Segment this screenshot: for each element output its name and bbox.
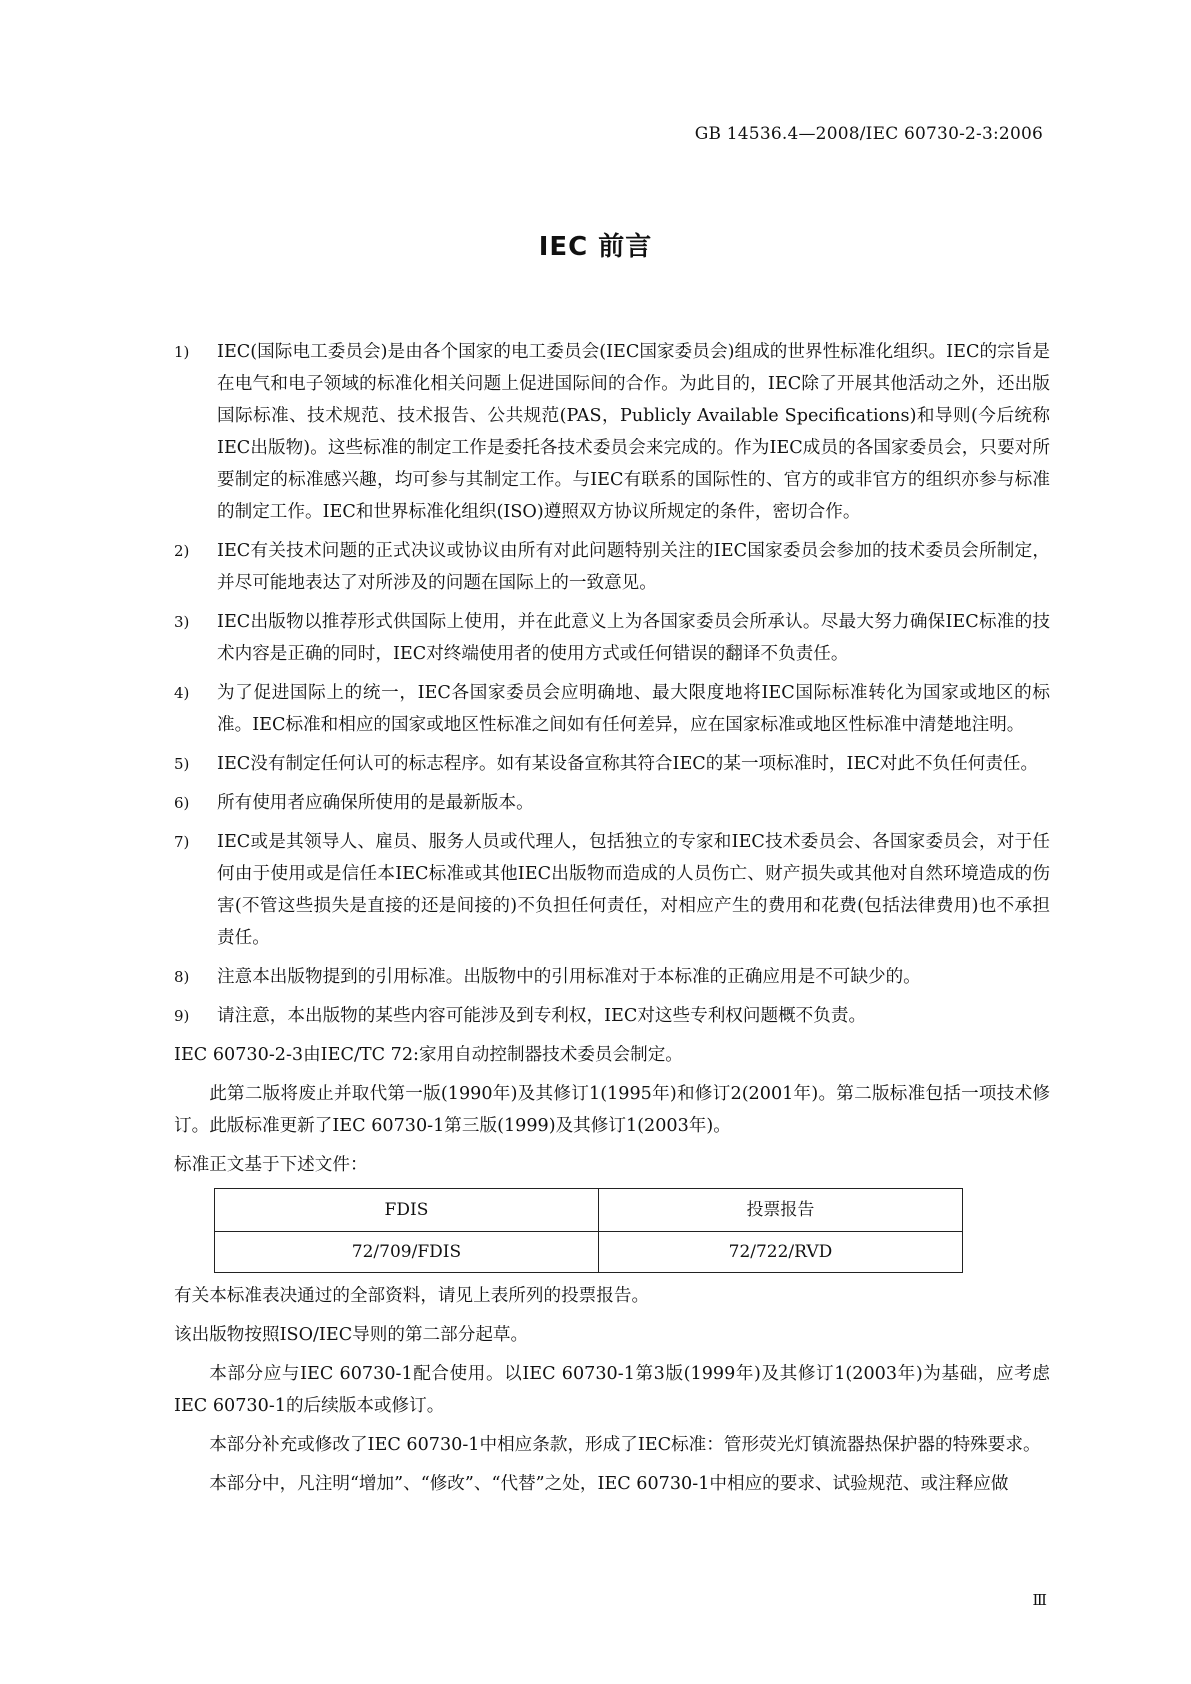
committee-paragraph: IEC 60730-2-3由IEC/TC 72:家用自动控制器技术委员会制定。 [174,1045,683,1065]
document-code-header: GB 14536.4—2008/IEC 60730-2-3:2006 [694,124,1043,144]
list-item [174,606,1050,670]
list-item [174,677,1050,741]
list-item-text: IEC或是其领导人、雇员、服务人员或代理人，包括独立的专家和IEC技术委员会、各国家委员会，对于任何由于使用或是信任本IEC标准或其他IEC出版物而造成的人员伤亡、财产损失或其他对自然环境造成的伤害(不管这些损失是直接的还是间接的)不负担任何责任，对相应产生的费用和花费(包括法律费用)也不承担责任。 [217,832,1050,948]
list-item-text: IEC出版物以推荐形式供国际上使用，并在此意义上为各国家委员会所承认。尽最大努力确保IEC标准的技术内容是正确的同时，IEC对终端使用者的使用方式或任何错误的翻译不负责任。 [217,612,1050,664]
list-item [174,961,1050,993]
list-item-number: 1) [174,343,190,361]
drafting-paragraph: 该出版物按照ISO/IEC导则的第二部分起草。 [174,1325,529,1345]
list-item-number: 5) [174,755,190,773]
table-header-cell: 投票报告 [598,1189,962,1232]
edition-paragraph: 此第二版将废止并取代第一版(1990年)及其修订1(1995年)和修订2(2001年)。第二版标准包括一项技术修订。此版标准更新了IEC 60730-1第三版(1999)及其修订1(2003年)。 [174,1084,1050,1136]
list-item [174,787,1050,819]
list-item-text: IEC没有制定任何认可的标志程序。如有某设备宣称其符合IEC的某一项标准时，IEC对此不负任何责任。 [217,754,1039,774]
list-item-number: 3) [174,613,190,631]
list-item-number: 6) [174,794,190,812]
list-item [174,1000,1050,1032]
voting-info-paragraph: 有关本标准表决通过的全部资料，请见上表所列的投票报告。 [174,1286,650,1306]
list-item [174,748,1050,780]
list-item-text: 请注意，本出版物的某些内容可能涉及到专利权，IEC对这些专利权问题概不负责。 [217,1006,867,1026]
list-item-number: 2) [174,542,190,560]
document-body [174,336,1050,1507]
list-item-text: IEC(国际电工委员会)是由各个国家的电工委员会(IEC国家委员会)组成的世界性标准化组织。IEC的宗旨是在电气和电子领域的标准化相关问题上促进国际间的合作。为此目的，IEC除了开展其他活动之外，还出版国际标准、技术规范、技术报告、公共规范(PAS，Publicly Available Specifications)和导则(今后统称IEC出版物)。这些标准的制定工作是委托各技术委员会来完成的。作为IEC成员的各国家委员会，只要对所要制定的标准感兴趣，均可参与其制定工作。与IEC有联系的国际性的、官方的或非官方的组织亦参与标准的制定工作。IEC和世界标准化组织(ISO)遵照双方协议所规定的条件，密切合作。 [217,342,1050,522]
page-number: Ⅲ [1032,1591,1048,1609]
list-item-number: 4) [174,684,190,702]
table-header-cell: FDIS [215,1189,599,1232]
list-item-text: 为了促进国际上的统一，IEC各国家委员会应明确地、最大限度地将IEC国际标准转化为国家或地区的标准。IEC标准和相应的国家或地区性标准之间如有任何差异，应在国家标准或地区性标准中清楚地注明。 [217,683,1050,735]
list-item-number: 9) [174,1007,190,1025]
table-cell: 72/709/FDIS [215,1232,599,1273]
list-item-text: IEC有关技术问题的正式决议或协议由所有对此问题特别关注的IEC国家委员会参加的技术委员会所制定，并尽可能地表达了对所涉及的问题在国际上的一致意见。 [217,541,1050,593]
list-item [174,826,1050,954]
list-item-text: 所有使用者应确保所使用的是最新版本。 [217,793,534,813]
list-item-text: 注意本出版物提到的引用标准。出版物中的引用标准对于本标准的正确应用是不可缺少的。 [217,967,921,987]
list-item [174,336,1050,528]
supplement-paragraph: 本部分补充或修改了IEC 60730-1中相应条款，形成了IEC标准：管形荧光灯镇流器热保护器的特殊要求。 [209,1435,1041,1455]
list-item [174,535,1050,599]
voting-table [214,1188,963,1273]
table-row [215,1232,963,1273]
usage-paragraph: 本部分应与IEC 60730-1配合使用。以IEC 60730-1第3版(1999年)及其修订1(2003年)为基础，应考虑IEC 60730-1的后续版本或修订。 [174,1364,1050,1416]
list-item-number: 7) [174,833,190,851]
page-title: IEC 前言 [538,232,653,262]
table-header-row [215,1189,963,1232]
note-paragraph: 本部分中，凡注明“增加”、“修改”、“代替”之处，IEC 60730-1中相应的要求、试验规范、或注释应做 [209,1474,1009,1494]
based-on-paragraph: 标准正文基于下述文件： [174,1155,368,1175]
list-item-number: 8) [174,968,190,986]
table-cell: 72/722/RVD [598,1232,962,1273]
